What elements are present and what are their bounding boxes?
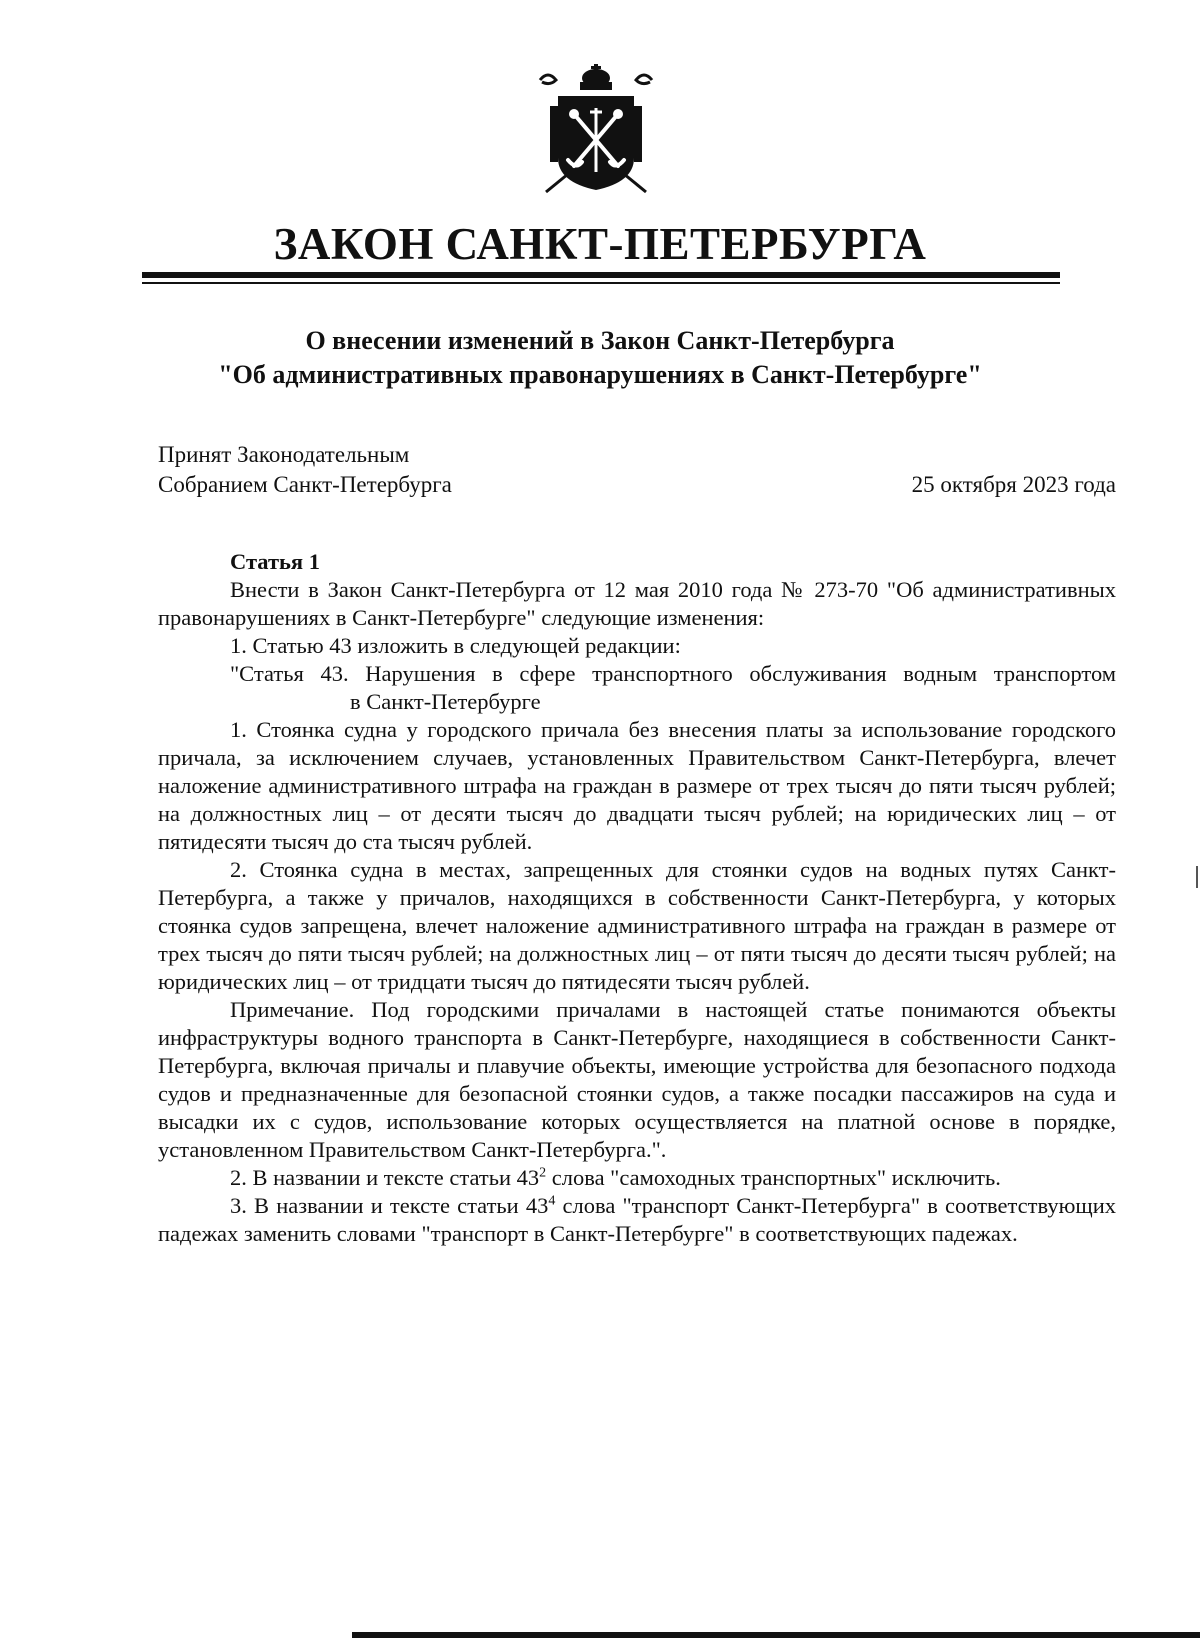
article-body bbox=[158, 548, 1116, 1248]
title-rule-thin bbox=[142, 282, 1060, 284]
item-2-superscript: 2 bbox=[539, 1165, 547, 1181]
article-43-clause-1: 1. Стоянка судна у городского причала без внесения платы за использование городского причала, за исключением случаев, установленных Правительством Санкт-Петербурга, влечет наложение административного штрафа на граждан в размере от трех тысяч до пяти тысяч рублей; на должностных лиц – от десяти тысяч до двадцати тысяч рублей; на юридических лиц – от пятидесяти тысяч до ста тысяч рублей. bbox=[158, 717, 1116, 854]
scan-edge-mark bbox=[1196, 866, 1198, 888]
item-2-text-before: 2. В названии и тексте статьи 43 bbox=[230, 1165, 540, 1190]
adoption-line1: Принят Законодательным bbox=[158, 442, 410, 467]
law-name bbox=[0, 324, 1200, 392]
amendment-item-2 bbox=[158, 1164, 1116, 1192]
page-bottom-rule bbox=[352, 1632, 1200, 1638]
item-3-superscript: 4 bbox=[548, 1193, 556, 1209]
item-3-text-before: 3. В названии и тексте статьи 43 bbox=[230, 1193, 549, 1218]
article-43-clause-2: 2. Стоянка судна в местах, запрещенных для стоянки судов на водных путях Санкт-Петербурга, а также у причалов, находящихся в собственности Санкт-Петербурга, у которых стоянка судов запрещена, влечет наложение административного штрафа на граждан в размере от трех тысяч до пяти тысяч рублей; на должностных лиц – от пяти тысяч до десяти тысяч рублей; на юридических лиц – от тридцати тысяч до пятидесяти тысяч рублей. bbox=[158, 857, 1116, 994]
adoption-line2: Собранием Санкт-Петербурга bbox=[158, 472, 452, 497]
amendment-item-1: 1. Статью 43 изложить в следующей редакции: bbox=[230, 633, 681, 658]
item-2-text-after: слова "самоходных транспортных" исключить. bbox=[546, 1165, 1001, 1190]
article-intro: Внести в Закон Санкт-Петербурга от 12 мая 2010 года № 273-70 "Об административных правонарушениях в Санкт-Петербурге" следующие изменения: bbox=[158, 577, 1116, 630]
item-3-text-after: слова "транспорт Санкт-Петербурга" в соответствующих падежах заменить словами "транспорт в Санкт-Петербурге" в соответствующих падежах. bbox=[158, 1193, 1116, 1246]
amendment-item-3 bbox=[158, 1192, 1116, 1248]
adoption-date: 25 октября 2023 года bbox=[911, 472, 1116, 497]
adoption-authority bbox=[158, 440, 452, 500]
article-43-note: Примечание. Под городскими причалами в настоящей статье понимаются объекты инфраструктуры водного транспорта в Санкт-Петербурге, находящиеся в собственности Санкт-Петербурга, включая причалы и плавучие объекты, имеющие устройства для безопасного подхода судов и предназначенные для безопасной стоянки судов, а также посадки пассажиров на суда и высадки их с судов, использование которых осуществляется на платной основе в порядке, установленном Правительством Санкт-Петербурга.". bbox=[158, 997, 1116, 1162]
article-heading: Статья 1 bbox=[230, 549, 320, 574]
title-rule-thick bbox=[142, 272, 1060, 278]
article-43-title bbox=[158, 660, 1116, 716]
law-name-line1: О внесении изменений в Закон Санкт-Петербурга bbox=[305, 326, 895, 355]
article-43-title-line2: в Санкт-Петербурге bbox=[350, 689, 541, 714]
law-name-line2: "Об административных правонарушениях в Санкт-Петербурге" bbox=[218, 360, 982, 389]
coat-of-arms-icon bbox=[528, 62, 664, 202]
article-43-title-line1: "Статья 43. Нарушения в сфере транспортного обслуживания водным транспортом bbox=[230, 661, 1116, 686]
document-title: ЗАКОН САНКТ-ПЕТЕРБУРГА bbox=[273, 219, 927, 269]
